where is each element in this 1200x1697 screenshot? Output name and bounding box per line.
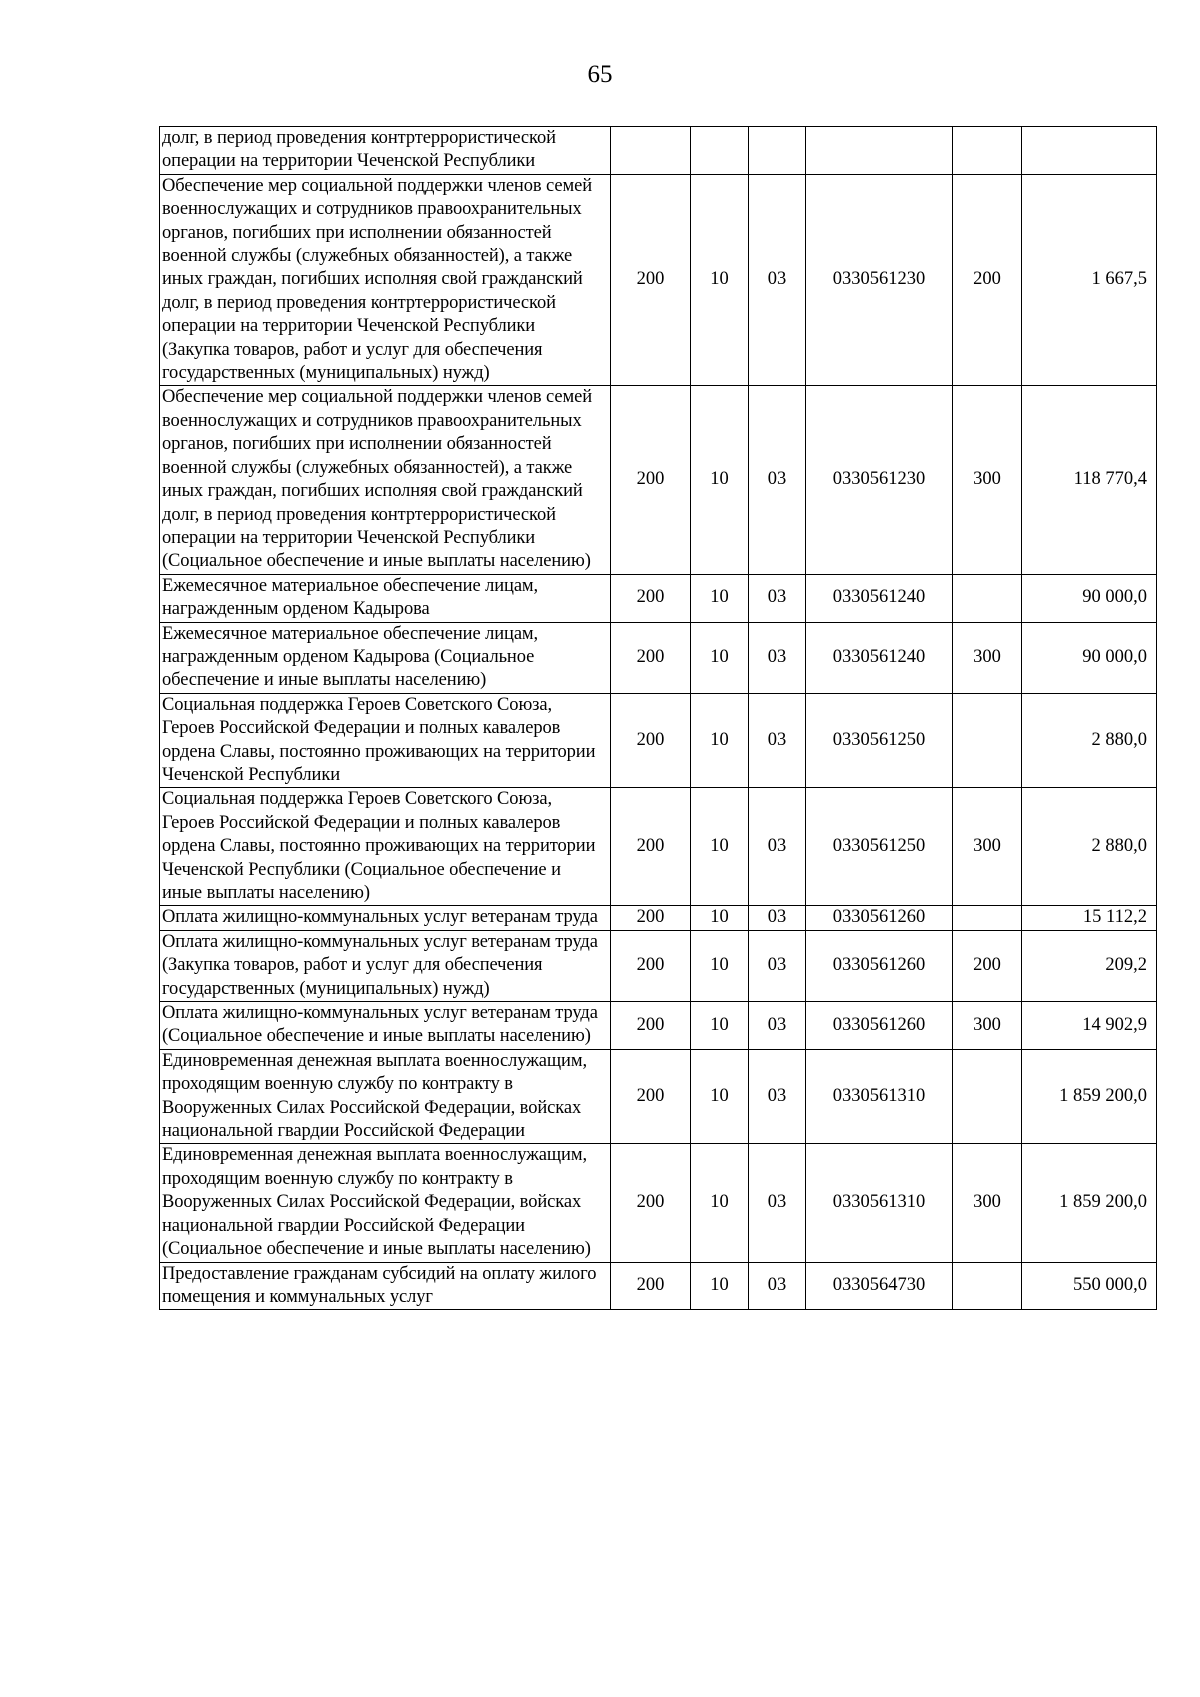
table-row [160,906,1157,930]
row-name: Оплата жилищно-коммунальных услуг ветеранам труда (Социальное обеспечение и иные выплаты населению) [160,1002,611,1050]
table-row [160,1049,1157,1144]
row-target-code: 0330561240 [806,574,953,622]
row-name: Социальная поддержка Героев Советского Союза, Героев Российской Федерации и полных кавалеров ордена Славы, постоянно проживающих на территории Чеченской Республики (Социальное обеспечение и иные выплаты населению) [160,788,611,906]
row-ved: 200 [611,930,691,1001]
row-subsection: 03 [749,386,806,574]
row-section: 10 [691,906,749,930]
row-amount: 2 880,0 [1022,693,1157,788]
row-ved: 200 [611,386,691,574]
row-subsection: 03 [749,1002,806,1050]
row-section: 10 [691,930,749,1001]
row-subsection: 03 [749,622,806,693]
row-ved: 200 [611,574,691,622]
row-section [691,127,749,175]
row-subsection: 03 [749,1144,806,1262]
table-row [160,1002,1157,1050]
row-subsection: 03 [749,906,806,930]
row-expense-type: 300 [953,788,1022,906]
row-expense-type: 200 [953,930,1022,1001]
row-section: 10 [691,574,749,622]
row-target-code: 0330561260 [806,906,953,930]
row-amount [1022,127,1157,175]
row-target-code: 0330564730 [806,1262,953,1310]
row-amount: 1 859 200,0 [1022,1144,1157,1262]
row-ved: 200 [611,1144,691,1262]
row-name: Оплата жилищно-коммунальных услуг ветеранам труда (Закупка товаров, работ и услуг для обеспечения государственных (муниципальных) нужд) [160,930,611,1001]
table-row [160,574,1157,622]
row-subsection: 03 [749,1262,806,1310]
row-amount: 15 112,2 [1022,906,1157,930]
row-ved: 200 [611,622,691,693]
row-ved: 200 [611,174,691,386]
row-target-code: 0330561310 [806,1144,953,1262]
row-expense-type [953,693,1022,788]
row-target-code: 0330561260 [806,1002,953,1050]
row-subsection [749,127,806,175]
row-amount: 1 667,5 [1022,174,1157,386]
row-section: 10 [691,1002,749,1050]
row-expense-type: 300 [953,386,1022,574]
row-ved: 200 [611,1262,691,1310]
row-ved [611,127,691,175]
row-target-code [806,127,953,175]
row-name: Единовременная денежная выплата военнослужащим, проходящим военную службу по контракту в Вооруженных Силах Российской Федерации, войсках национальной гвардии Российской Федерации (Социальное обеспечение и иные выплаты населению) [160,1144,611,1262]
budget-table [159,126,1157,1310]
row-expense-type [953,906,1022,930]
row-subsection: 03 [749,930,806,1001]
row-subsection: 03 [749,788,806,906]
row-name: Обеспечение мер социальной поддержки членов семей военнослужащих и сотрудников правоохранительных органов, погибших при исполнении обязанностей военной службы (служебных обязанностей), а также иных граждан, погибших исполняя свой гражданский долг, в период проведения контртеррористической операции на территории Чеченской Республики (Закупка товаров, работ и услуг для обеспечения государственных (муниципальных) нужд) [160,174,611,386]
row-expense-type [953,1262,1022,1310]
row-target-code: 0330561250 [806,788,953,906]
row-name: долг, в период проведения контртеррористической операции на территории Чеченской Республики [160,127,611,175]
row-name: Предоставление гражданам субсидий на оплату жилого помещения и коммунальных услуг [160,1262,611,1310]
row-expense-type: 200 [953,174,1022,386]
table-row [160,386,1157,574]
row-ved: 200 [611,1002,691,1050]
row-target-code: 0330561240 [806,622,953,693]
row-ved: 200 [611,788,691,906]
row-amount: 90 000,0 [1022,622,1157,693]
row-expense-type: 300 [953,1002,1022,1050]
row-section: 10 [691,174,749,386]
row-name: Ежемесячное материальное обеспечение лицам, награжденным орденом Кадырова (Социальное обеспечение и иные выплаты населению) [160,622,611,693]
row-section: 10 [691,1144,749,1262]
table-row [160,1262,1157,1310]
row-target-code: 0330561230 [806,174,953,386]
row-ved: 200 [611,693,691,788]
table-row [160,788,1157,906]
row-subsection: 03 [749,693,806,788]
row-section: 10 [691,788,749,906]
row-amount: 2 880,0 [1022,788,1157,906]
row-amount: 90 000,0 [1022,574,1157,622]
table-row [160,622,1157,693]
row-target-code: 0330561230 [806,386,953,574]
table-row [160,693,1157,788]
table-row [160,127,1157,175]
row-ved: 200 [611,906,691,930]
row-subsection: 03 [749,1049,806,1144]
row-subsection: 03 [749,574,806,622]
row-target-code: 0330561260 [806,930,953,1001]
row-target-code: 0330561310 [806,1049,953,1144]
row-section: 10 [691,1049,749,1144]
row-section: 10 [691,693,749,788]
row-amount: 118 770,4 [1022,386,1157,574]
row-target-code: 0330561250 [806,693,953,788]
row-name: Единовременная денежная выплата военнослужащим, проходящим военную службу по контракту в Вооруженных Силах Российской Федерации, войсках национальной гвардии Российской Федерации [160,1049,611,1144]
row-amount: 550 000,0 [1022,1262,1157,1310]
row-subsection: 03 [749,174,806,386]
row-amount: 1 859 200,0 [1022,1049,1157,1144]
row-section: 10 [691,1262,749,1310]
row-amount: 14 902,9 [1022,1002,1157,1050]
row-expense-type [953,1049,1022,1144]
row-section: 10 [691,622,749,693]
row-name: Ежемесячное материальное обеспечение лицам, награжденным орденом Кадырова [160,574,611,622]
row-expense-type: 300 [953,1144,1022,1262]
row-section: 10 [691,386,749,574]
row-name: Социальная поддержка Героев Советского Союза, Героев Российской Федерации и полных кавалеров ордена Славы, постоянно проживающих на территории Чеченской Республики [160,693,611,788]
row-expense-type [953,127,1022,175]
table-row [160,1144,1157,1262]
row-ved: 200 [611,1049,691,1144]
row-name: Оплата жилищно-коммунальных услуг ветеранам труда [160,906,611,930]
row-name: Обеспечение мер социальной поддержки членов семей военнослужащих и сотрудников правоохранительных органов, погибших при исполнении обязанностей военной службы (служебных обязанностей), а также иных граждан, погибших исполняя свой гражданский долг, в период проведения контртеррористической операции на территории Чеченской Республики (Социальное обеспечение и иные выплаты населению) [160,386,611,574]
page-number: 65 [587,61,613,88]
table-row [160,930,1157,1001]
table-row [160,174,1157,386]
row-expense-type: 300 [953,622,1022,693]
row-expense-type [953,574,1022,622]
row-amount: 209,2 [1022,930,1157,1001]
